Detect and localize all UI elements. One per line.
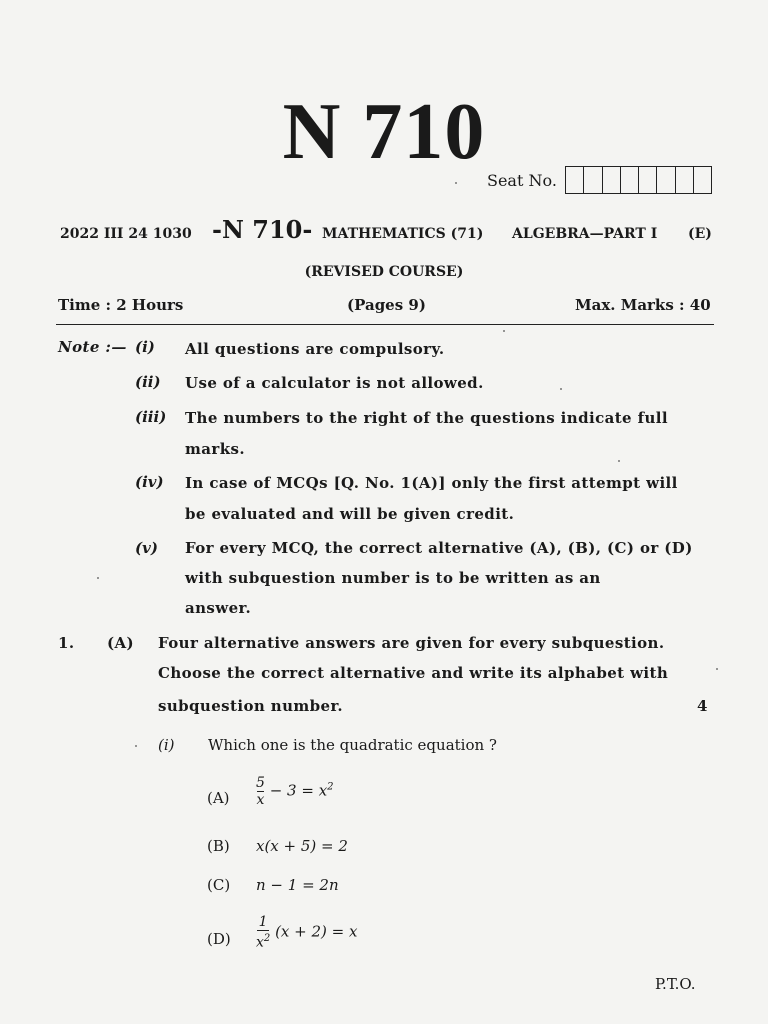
- question-part: (A): [107, 634, 135, 652]
- note-line: The numbers to the right of the questions indicate full: [185, 409, 668, 427]
- course-label: (REVISED COURSE): [304, 264, 464, 280]
- note-line: Use of a calculator is not allowed.: [185, 374, 484, 392]
- question-line: Four alternative answers are given for every subquestion.: [158, 634, 665, 652]
- paper-code-inline: -N 710-: [212, 215, 313, 244]
- option-label: (A): [207, 789, 230, 807]
- pages-label: (Pages 9): [347, 296, 426, 314]
- option-label: (D): [207, 930, 231, 948]
- please-turn-over: P.T.O.: [655, 975, 696, 993]
- seat-number-label: Seat No.: [487, 171, 557, 190]
- option-b-expression: x(x + 5) = 2: [256, 837, 348, 855]
- seat-cell[interactable]: [694, 167, 711, 193]
- note-line: answer.: [185, 599, 252, 617]
- fraction: $\frac{1}{x^2}$: [256, 914, 271, 951]
- medium: (E): [688, 226, 712, 242]
- subject: MATHEMATICS (71): [322, 226, 484, 242]
- option-label: (C): [207, 876, 231, 894]
- seat-cell[interactable]: [566, 167, 584, 193]
- note-line: In case of MCQs [Q. No. 1(A)] only the first attempt will: [185, 474, 678, 492]
- subquestion-text: Which one is the quadratic equation ?: [208, 736, 497, 754]
- scan-speck: [503, 330, 505, 332]
- question-number: 1.: [58, 634, 75, 652]
- seat-cell[interactable]: [603, 167, 621, 193]
- note-number: (v): [135, 539, 158, 557]
- note-number: (iii): [135, 408, 167, 426]
- option-d-expression: $\frac{1}{x^2}$ (x + 2) = x: [256, 914, 358, 951]
- part-title: ALGEBRA—PART I: [512, 226, 658, 242]
- scan-speck: [716, 668, 718, 670]
- note-number: (iv): [135, 473, 164, 491]
- scan-speck: [618, 460, 620, 462]
- seat-cell[interactable]: [657, 167, 675, 193]
- option-c-expression: n − 1 = 2n: [256, 876, 339, 894]
- note-line: For every MCQ, the correct alternative (A), (B), (C) or (D): [185, 539, 693, 557]
- scan-speck: [455, 182, 457, 184]
- seat-cell[interactable]: [676, 167, 694, 193]
- question-marks: 4: [697, 697, 708, 715]
- note-number: (ii): [135, 373, 161, 391]
- scan-speck: [560, 388, 562, 390]
- note-line: with subquestion number is to be written as an: [185, 569, 601, 587]
- seat-cell[interactable]: [621, 167, 639, 193]
- fraction: $\frac{5}{x}$: [256, 775, 265, 808]
- max-marks-label: Max. Marks : 40: [575, 296, 711, 314]
- note-label: Note :—: [58, 338, 127, 356]
- option-a-expression: $\frac{5}{x}$ − $3 = x^2$: [256, 775, 334, 808]
- paper-code: N 710: [282, 88, 486, 176]
- subquestion-number: (i): [158, 736, 175, 754]
- scan-speck: [97, 577, 99, 579]
- seat-cell[interactable]: [639, 167, 657, 193]
- time-label: Time : 2 Hours: [58, 296, 184, 314]
- scan-speck: [135, 745, 137, 747]
- seat-number-boxes[interactable]: [565, 166, 712, 194]
- note-line: marks.: [185, 440, 245, 458]
- question-line: subquestion number.: [158, 697, 344, 715]
- option-label: (B): [207, 837, 230, 855]
- session-code: 2022 III 24 1030: [60, 226, 192, 242]
- seat-cell[interactable]: [584, 167, 602, 193]
- question-line: Choose the correct alternative and write its alphabet with: [158, 664, 669, 682]
- note-line: be evaluated and will be given credit.: [185, 505, 515, 523]
- note-number: (i): [135, 338, 155, 356]
- header-divider: [56, 324, 714, 325]
- note-line: All questions are compulsory.: [185, 340, 445, 358]
